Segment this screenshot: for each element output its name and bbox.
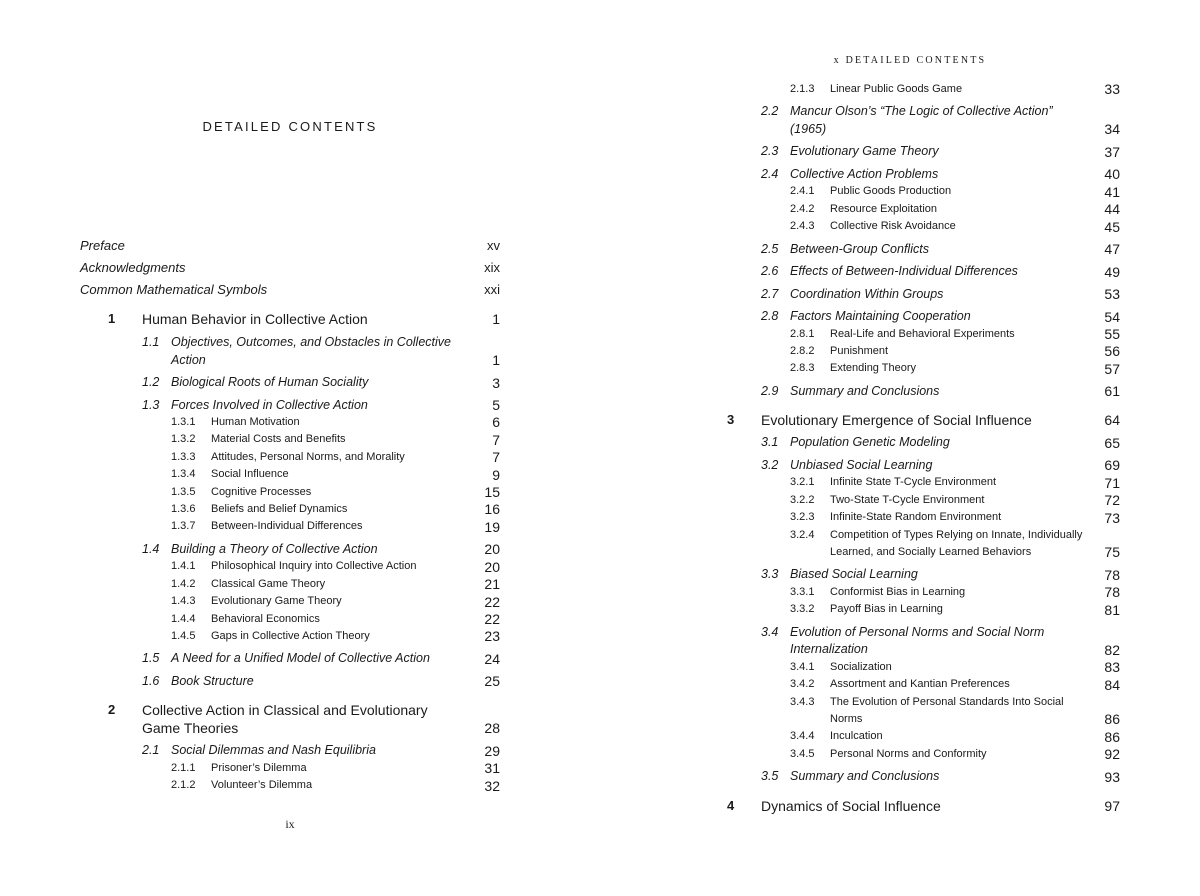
toc-entry-page: 93 <box>1104 768 1120 785</box>
toc-entry-number: 3.5 <box>761 769 779 784</box>
toc-entry[interactable] <box>710 360 1120 377</box>
toc-entry[interactable] <box>710 624 1120 659</box>
toc-entry[interactable] <box>80 611 500 628</box>
toc-entry-number: 4 <box>727 797 735 813</box>
toc-entry[interactable] <box>710 103 1120 138</box>
toc-entry[interactable] <box>710 768 1120 786</box>
toc-entry-title: Volunteer’s Dilemma <box>211 779 313 792</box>
toc-entry-title: Cognitive Processes <box>211 485 312 498</box>
toc-entry[interactable] <box>80 281 500 299</box>
left-contents-column <box>80 237 500 795</box>
right-contents-column <box>710 81 1120 815</box>
toc-entry-page: 15 <box>484 484 500 501</box>
toc-entry-title: Resource Exploitation <box>830 202 938 215</box>
toc-entry[interactable] <box>710 143 1120 161</box>
toc-entry-title: Attitudes, Personal Norms, and Morality <box>211 450 405 463</box>
toc-entry[interactable] <box>710 509 1120 526</box>
toc-entry[interactable] <box>80 760 500 777</box>
page-number: ix <box>285 817 295 831</box>
toc-entry-number: 3 <box>727 412 735 428</box>
toc-entry-title: Forces Involved in Collective Action <box>171 397 368 412</box>
toc-entry-page: xix <box>484 260 500 275</box>
toc-entry-title: A Need for a Unified Model of Collective Action <box>171 651 430 666</box>
toc-entry[interactable] <box>80 541 500 559</box>
toc-entry-title: The Evolution of Personal Standards Into Social Norms <box>830 695 1064 725</box>
toc-entry-page: 34 <box>1104 121 1120 138</box>
toc-entry-number: 2.5 <box>761 241 779 256</box>
toc-entry-title: Building a Theory of Collective Action <box>171 541 378 556</box>
toc-entry-page: 33 <box>1104 81 1120 98</box>
toc-entry-title: Classical Game Theory <box>211 577 326 590</box>
toc-entry[interactable] <box>710 183 1120 200</box>
toc-entry-page: 61 <box>1104 383 1120 400</box>
toc-entry-page: 6 <box>492 414 500 431</box>
toc-entry-title: Competition of Types Relying on Innate, Individually Learned, and Socially Learned Behaviors <box>830 528 1083 558</box>
toc-entry-number: 2.1.3 <box>790 83 815 95</box>
toc-entry-title: Objectives, Outcomes, and Obstacles in Collective Action <box>171 335 451 367</box>
toc-entry-page: 21 <box>484 576 500 593</box>
toc-entry-number: 2.1.2 <box>171 779 196 792</box>
toc-entry[interactable] <box>80 777 500 794</box>
toc-entry-number: 1.3.7 <box>171 520 196 533</box>
toc-entry[interactable] <box>710 326 1120 343</box>
toc-entry-title: Public Goods Production <box>830 185 952 198</box>
toc-entry[interactable] <box>710 343 1120 360</box>
toc-entry-title: Extending Theory <box>830 362 917 375</box>
toc-entry-number: 2.3 <box>761 144 779 159</box>
toc-entry[interactable] <box>80 259 500 277</box>
toc-entry-title: Infinite State T-Cycle Environment <box>830 476 997 489</box>
toc-entry-number: 2.9 <box>761 383 779 398</box>
toc-entry-number: 1.3.3 <box>171 450 196 463</box>
toc-entry-page: 97 <box>1104 797 1120 814</box>
toc-entry-page: 40 <box>1104 166 1120 183</box>
toc-entry-page: 65 <box>1104 434 1120 451</box>
toc-entry-number: 3.2.1 <box>790 476 815 489</box>
toc-entry-title: Evolutionary Game Theory <box>211 595 342 608</box>
toc-entry-page: 72 <box>1104 492 1120 509</box>
toc-entry-number: 2.6 <box>761 264 779 279</box>
toc-entry-number: 1.3.1 <box>171 416 196 428</box>
toc-entry-number: 1.4.3 <box>171 595 196 608</box>
toc-entry-title: Human Behavior in Collective Action <box>142 311 368 327</box>
toc-entry-title: Preface <box>80 238 125 253</box>
toc-entry-title: Prisoner’s Dilemma <box>211 761 307 774</box>
toc-entry-title: Assortment and Kantian Preferences <box>830 678 1010 691</box>
toc-entry[interactable] <box>710 527 1120 562</box>
toc-entry-title: Human Motivation <box>211 416 300 428</box>
toc-entry-title: Infinite-State Random Environment <box>830 511 1002 524</box>
toc-entry-page: 64 <box>1104 412 1120 429</box>
toc-entry-number: 1.5 <box>142 651 160 666</box>
toc-entry-page: 69 <box>1104 457 1120 474</box>
toc-entry-page: 92 <box>1104 746 1120 763</box>
toc-entry-page: 55 <box>1104 326 1120 343</box>
toc-entry-title: Collective Risk Avoidance <box>830 220 956 233</box>
toc-entry[interactable] <box>710 474 1120 491</box>
toc-entry-page: 44 <box>1104 201 1120 218</box>
toc-entry[interactable] <box>710 601 1120 618</box>
toc-entry-number: 3.2.4 <box>790 528 815 541</box>
toc-entry-title: Linear Public Goods Game <box>830 83 963 95</box>
toc-entry-title: Summary and Conclusions <box>790 383 940 398</box>
toc-entry-page: 29 <box>484 742 500 759</box>
toc-entry-number: 3.4.1 <box>790 660 815 673</box>
toc-entry-number: 3.4.3 <box>790 695 815 708</box>
toc-entry-page: 49 <box>1104 263 1120 280</box>
toc-entry-number: 2.4.2 <box>790 202 815 215</box>
toc-entry-title: Material Costs and Benefits <box>211 433 346 446</box>
toc-entry-page: 9 <box>492 466 500 483</box>
toc-entry-title: Evolutionary Game Theory <box>790 144 939 159</box>
toc-entry-page: 22 <box>484 593 500 610</box>
toc-entry[interactable] <box>80 650 500 668</box>
toc-entry-title: Behavioral Economics <box>211 612 320 625</box>
toc-entry-page: 31 <box>484 760 500 777</box>
toc-entry[interactable] <box>80 431 500 448</box>
toc-entry[interactable] <box>710 492 1120 509</box>
toc-entry-page: 78 <box>1104 566 1120 583</box>
toc-entry-page: 28 <box>484 720 500 737</box>
toc-entry[interactable] <box>80 742 500 760</box>
toc-entry-title: Social Dilemmas and Nash Equilibria <box>171 743 376 758</box>
toc-entry-number: 3.2 <box>761 457 779 472</box>
toc-entry-title: Philosophical Inquiry into Collective Action <box>211 560 417 573</box>
toc-entry-title: Summary and Conclusions <box>790 769 940 784</box>
toc-entry-number: 3.2.3 <box>790 511 815 524</box>
toc-entry-number: 2.8.1 <box>790 327 815 340</box>
toc-entry[interactable] <box>80 628 500 645</box>
toc-entry-title: Punishment <box>830 345 889 358</box>
toc-entry-title: Collective Action in Classical and Evolutionary Game Theories <box>142 702 428 737</box>
toc-entry-number: 1.4.1 <box>171 560 196 573</box>
toc-entry-number: 1.4.5 <box>171 629 196 642</box>
toc-entry[interactable] <box>80 414 500 431</box>
toc-entry-page: 86 <box>1104 711 1120 728</box>
toc-entry-number: 3.4 <box>761 624 779 639</box>
toc-entry-number: 3.4.2 <box>790 678 815 691</box>
toc-entry-page: 16 <box>484 501 500 518</box>
toc-entry[interactable] <box>710 263 1120 281</box>
toc-entry-title: Socialization <box>830 660 892 673</box>
toc-entry[interactable] <box>80 484 500 501</box>
toc-entry-title: Effects of Between-Individual Differences <box>790 264 1018 279</box>
toc-entry-page: 1 <box>492 352 500 368</box>
toc-entry-title: Payoff Bias in Learning <box>830 603 943 616</box>
toc-entry-number: 2.8.2 <box>790 345 815 358</box>
toc-entry-page: 1 <box>492 311 500 327</box>
toc-entry-page: 56 <box>1104 343 1120 360</box>
toc-entry-page: 22 <box>484 610 500 627</box>
toc-entry[interactable] <box>710 797 1120 815</box>
toc-entry-page: 78 <box>1104 584 1120 601</box>
toc-entry-page: 47 <box>1104 241 1120 258</box>
toc-entry[interactable] <box>710 411 1120 429</box>
toc-entry[interactable] <box>710 728 1120 745</box>
toc-entry-page: 54 <box>1104 308 1120 325</box>
toc-entry-page: 57 <box>1104 360 1120 377</box>
toc-entry-title: Gaps in Collective Action Theory <box>211 629 370 642</box>
toc-entry-title: Between-Group Conflicts <box>790 241 929 256</box>
toc-entry-number: 3.4.4 <box>790 730 815 743</box>
toc-entry-number: 1.3.2 <box>171 433 196 446</box>
toc-entry[interactable] <box>710 241 1120 259</box>
toc-entry[interactable] <box>710 218 1120 235</box>
toc-entry-page: 7 <box>492 449 500 466</box>
toc-entry-number: 1.2 <box>142 375 160 389</box>
toc-entry[interactable] <box>710 286 1120 304</box>
toc-entry-number: 3.3.2 <box>790 603 815 616</box>
toc-entry-title: Biased Social Learning <box>790 567 918 582</box>
toc-entry-page: 32 <box>484 777 500 794</box>
toc-entry[interactable] <box>80 593 500 610</box>
toc-entry[interactable] <box>710 566 1120 584</box>
toc-entry[interactable] <box>710 659 1120 676</box>
toc-entry[interactable] <box>80 673 500 691</box>
toc-entry-page: 20 <box>484 558 500 575</box>
toc-entry[interactable] <box>710 201 1120 218</box>
toc-entry-page: xxi <box>484 282 500 297</box>
toc-entry-page: 20 <box>484 541 500 558</box>
toc-entry-page: 71 <box>1104 474 1120 491</box>
toc-entry-number: 2.1.1 <box>171 761 196 774</box>
page-title: DETAILED CONTENTS <box>202 119 378 134</box>
toc-entry-number: 2.8 <box>761 309 779 324</box>
toc-entry-page: 45 <box>1104 218 1120 235</box>
toc-entry-page: 84 <box>1104 676 1120 693</box>
toc-entry-title: Book Structure <box>171 673 254 688</box>
toc-entry-title: Social Influence <box>211 468 289 481</box>
toc-entry-number: 1.4 <box>142 541 160 556</box>
toc-entry[interactable] <box>80 558 500 575</box>
toc-entry-title: Population Genetic Modeling <box>790 435 950 450</box>
toc-entry[interactable] <box>80 449 500 466</box>
toc-entry[interactable] <box>80 501 500 518</box>
toc-entry-title: Real-Life and Behavioral Experiments <box>830 327 1015 340</box>
toc-entry-number: 1.6 <box>142 673 160 688</box>
toc-entry-number: 1.4.4 <box>171 612 196 625</box>
toc-entry-title: Evolutionary Emergence of Social Influence <box>761 412 1032 429</box>
toc-entry[interactable] <box>80 701 500 737</box>
toc-entry[interactable] <box>710 746 1120 763</box>
toc-entry-number: 1.1 <box>142 335 160 349</box>
toc-entry-title: Conformist Bias in Learning <box>830 585 966 598</box>
toc-entry[interactable] <box>80 334 500 369</box>
toc-entry[interactable] <box>80 576 500 593</box>
toc-entry-page: 19 <box>484 518 500 535</box>
toc-entry[interactable] <box>710 383 1120 401</box>
toc-entry-title: Common Mathematical Symbols <box>80 282 268 297</box>
toc-entry-page: 81 <box>1104 601 1120 618</box>
toc-entry-number: 1 <box>108 311 116 326</box>
toc-entry[interactable] <box>710 166 1120 184</box>
toc-entry[interactable] <box>80 237 500 255</box>
toc-entry-page: 25 <box>484 673 500 690</box>
toc-entry-number: 1.4.2 <box>171 577 196 590</box>
toc-entry-number: 2.8.3 <box>790 362 815 375</box>
toc-entry[interactable] <box>80 518 500 535</box>
toc-entry-number: 3.2.2 <box>790 493 815 506</box>
toc-entry-number: 3.3 <box>761 567 779 582</box>
toc-entry[interactable] <box>710 81 1120 98</box>
toc-entry-page: 86 <box>1104 728 1120 745</box>
toc-entry[interactable] <box>80 374 500 392</box>
toc-entry-title: Two-State T-Cycle Environment <box>830 493 985 506</box>
toc-entry-number: 2.4.1 <box>790 185 815 198</box>
toc-entry[interactable] <box>710 584 1120 601</box>
toc-entry-page: 83 <box>1104 659 1120 676</box>
toc-entry-title: Unbiased Social Learning <box>790 457 933 472</box>
toc-entry-title: Factors Maintaining Cooperation <box>790 309 971 324</box>
toc-entry-number: 2.4 <box>761 166 779 181</box>
toc-entry-page: 24 <box>484 650 500 667</box>
toc-entry-title: Beliefs and Belief Dynamics <box>211 503 348 516</box>
toc-entry-title: Mancur Olson’s “The Logic of Collective Action” (1965) <box>790 104 1053 136</box>
toc-entry-number: 2.4.3 <box>790 220 815 233</box>
toc-entry-number: 2.7 <box>761 286 779 301</box>
toc-entry-title: Coordination Within Groups <box>790 286 944 301</box>
toc-entry-title: Acknowledgments <box>80 260 186 275</box>
toc-entry[interactable] <box>80 310 500 328</box>
toc-entry-number: 1.3.6 <box>171 503 196 516</box>
toc-entry-page: 82 <box>1104 641 1120 658</box>
toc-entry-page: 5 <box>492 397 500 413</box>
toc-entry-page: 7 <box>492 431 500 448</box>
toc-entry-page: 53 <box>1104 286 1120 303</box>
toc-entry-number: 3.4.5 <box>790 747 815 760</box>
toc-entry-number: 2.1 <box>142 743 160 758</box>
toc-entry[interactable] <box>710 694 1120 729</box>
toc-entry-number: 3.3.1 <box>790 585 815 598</box>
toc-entry[interactable] <box>710 434 1120 452</box>
toc-entry-number: 1.3.5 <box>171 485 196 498</box>
toc-entry-number: 3.1 <box>761 435 779 450</box>
toc-entry-page: xv <box>487 238 500 253</box>
toc-entry-title: Biological Roots of Human Sociality <box>171 375 369 389</box>
toc-entry-page: 3 <box>492 374 500 391</box>
toc-entry-title: Inculcation <box>830 730 883 743</box>
running-head: x DETAILED CONTENTS <box>833 55 987 66</box>
toc-entry-title: Between-Individual Differences <box>211 520 363 533</box>
toc-entry[interactable] <box>80 397 500 415</box>
toc-entry-number: 1.3 <box>142 397 160 412</box>
toc-entry[interactable] <box>80 466 500 483</box>
toc-entry[interactable] <box>710 676 1120 693</box>
toc-entry-title: Personal Norms and Conformity <box>830 747 987 760</box>
toc-entry-page: 37 <box>1104 143 1120 160</box>
toc-entry-number: 2 <box>108 702 116 718</box>
toc-entry-title: Evolution of Personal Norms and Social Norm Internalization <box>790 624 1045 657</box>
toc-entry[interactable] <box>710 308 1120 326</box>
toc-entry-page: 23 <box>484 628 500 645</box>
toc-entry-page: 75 <box>1104 544 1120 561</box>
toc-entry-number: 2.2 <box>761 104 779 119</box>
toc-entry-page: 41 <box>1104 183 1120 200</box>
toc-entry-page: 73 <box>1104 509 1120 526</box>
toc-entry-title: Collective Action Problems <box>790 166 939 181</box>
toc-entry-number: 1.3.4 <box>171 468 196 481</box>
toc-entry-title: Dynamics of Social Influence <box>761 797 941 814</box>
toc-entry[interactable] <box>710 457 1120 475</box>
